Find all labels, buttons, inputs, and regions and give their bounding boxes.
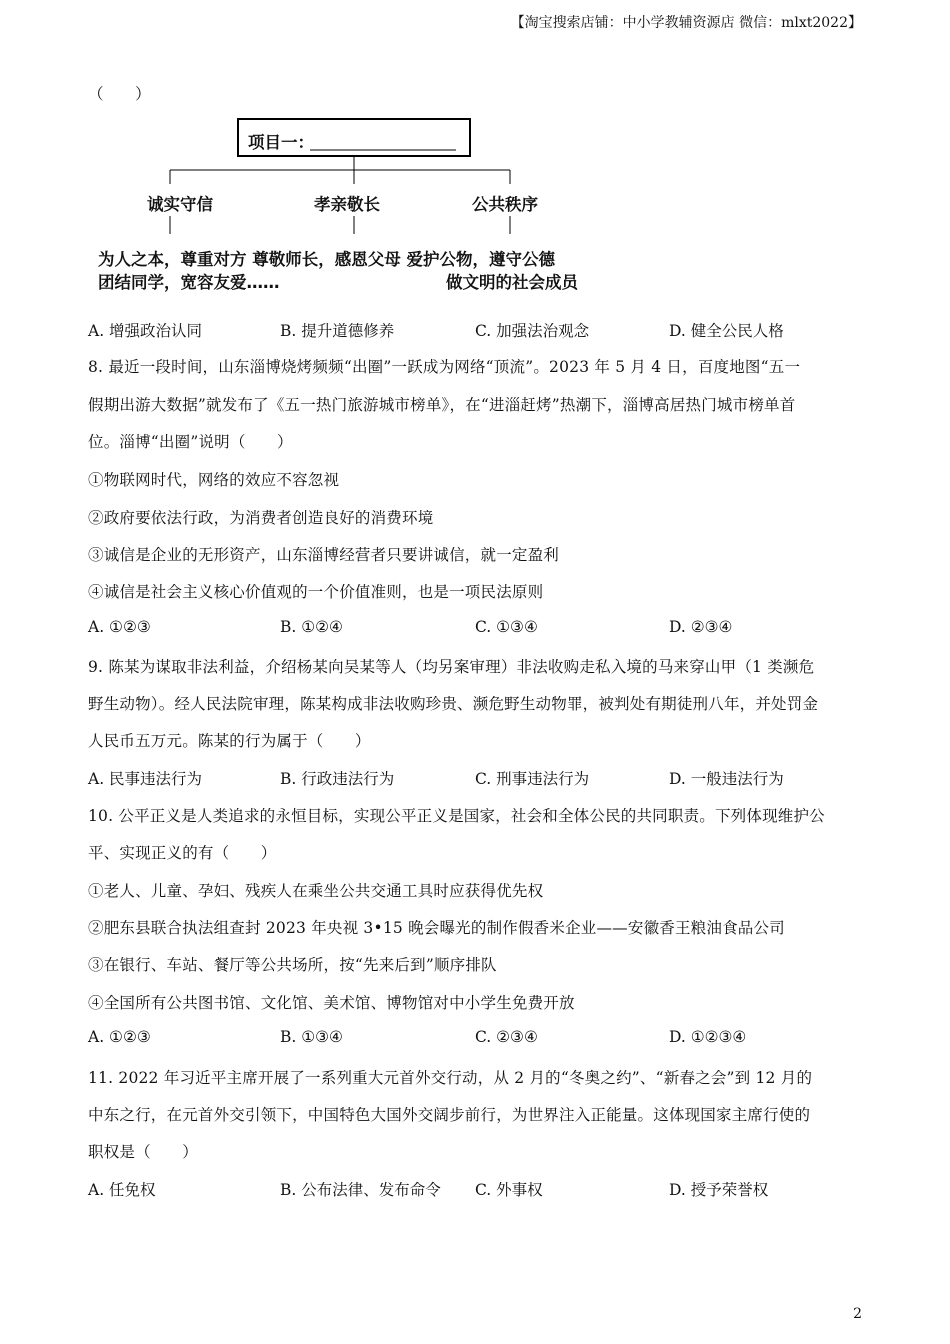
q10-option-a: A. ①②③ — [88, 1028, 151, 1046]
q10-option-d: D. ①②③④ — [669, 1028, 747, 1046]
q11-option-a: A. 任免权 — [88, 1181, 156, 1199]
q8-statement-3: ③诚信是企业的无形资产，山东淄博经营者只要讲诚信，就一定盈利 — [88, 546, 560, 564]
q9-line-2: 野生动物）。经人民法院审理，陈某构成非法收购珍贵、濒危野生动物罪，被判处有期徒刑八年，并处罚金 — [88, 695, 819, 713]
q9-option-c: C. 刑事违法行为 — [475, 770, 590, 788]
q11-line-1: 11. 2022 年习近平主席开展了一系列重大元首外交行动，从 2 月的“冬奥之约”、“新春之会”到 12 月的 — [88, 1069, 813, 1087]
diagram-desc-line2a: 团结同学，宽容友爱…… — [98, 273, 280, 292]
q9-option-d: D. 一般违法行为 — [669, 770, 784, 788]
q10-statement-1: ①老人、儿童、孕妇、残疾人在乘坐公共交通工具时应获得优先权 — [88, 882, 544, 900]
q7-option-b: B. 提升道德修养 — [280, 322, 395, 340]
q7-option-c: C. 加强法治观念 — [475, 322, 590, 340]
q10-line-1: 10. 公平正义是人类追求的永恒目标，实现公平正义是国家，社会和全体公民的共同职责。下列体现维护公 — [88, 807, 825, 825]
q8-option-a: A. ①②③ — [88, 618, 151, 636]
q10-option-b: B. ①③④ — [280, 1028, 343, 1046]
q10-option-c: C. ②③④ — [475, 1028, 538, 1046]
q8-statement-1: ①物联网时代，网络的效应不容忽视 — [88, 471, 340, 489]
diagram-node-honesty: 诚实守信 — [147, 195, 213, 214]
q10-statement-4: ④全国所有公共图书馆、文化馆、美术馆、博物馆对中小学生免费开放 — [88, 994, 575, 1012]
q10-line-2: 平、实现正义的有（ ） — [88, 844, 277, 862]
q9-option-a: A. 民事违法行为 — [88, 770, 203, 788]
q8-option-b: B. ①②④ — [280, 618, 343, 636]
q7-option-a: A. 增强政治认同 — [88, 322, 203, 340]
page-number: 2 — [853, 1306, 862, 1322]
q10-statement-3: ③在银行、车站、餐厅等公共场所，按“先来后到”顺序排队 — [88, 956, 497, 974]
diagram-desc-line2b: 做文明的社会成员 — [446, 273, 578, 292]
diagram-node-filial: 孝亲敬长 — [314, 195, 380, 214]
q11-line-2: 中东之行，在元首外交引领下，中国特色大国外交阔步前行，为世界注入正能量。这体现国家主席行使的 — [88, 1106, 811, 1124]
q8-statement-2: ②政府要依法行政，为消费者创造良好的消费环境 — [88, 509, 434, 527]
q7-paren: （ ） — [88, 85, 151, 103]
diagram-node-public-order: 公共秩序 — [472, 195, 538, 214]
q9-line-3: 人民币五万元。陈某的行为属于（ ） — [88, 732, 371, 750]
q9-option-b: B. 行政违法行为 — [280, 770, 395, 788]
q7-option-d: D. 健全公民人格 — [669, 322, 784, 340]
q8-line-1: 8. 最近一段时间，山东淄博烧烤频频“出圈”一跃成为网络“顶流”。2023 年 5 月 4 日，百度地图“五一 — [88, 358, 801, 376]
q10-statement-2: ②肥东县联合执法组查封 2023 年央视 3•15 晚会曝光的制作假香米企业——安徽香王粮油食品公司 — [88, 919, 785, 937]
q11-option-d: D. 授予荣誉权 — [669, 1181, 769, 1199]
q9-line-1: 9. 陈某为谋取非法利益，介绍杨某向吴某等人（均另案审理）非法收购走私入境的马来穿山甲（1 类濒危 — [88, 658, 815, 676]
diagram-title: 项目一： — [248, 133, 314, 152]
q8-option-c: C. ①③④ — [475, 618, 538, 636]
q8-statement-4: ④诚信是社会主义核心价值观的一个价值准则，也是一项民法原则 — [88, 583, 544, 601]
q8-line-2: 假期出游大数据”就发布了《五一热门旅游城市榜单》，在“进淄赶烤”热潮下，淄博高居热门城市榜单首 — [88, 396, 796, 414]
page-header: 【淘宝搜索店铺：中小学教辅资源店 微信：mlxt2022】 — [510, 15, 862, 31]
q11-option-c: C. 外事权 — [475, 1181, 543, 1199]
q8-option-d: D. ②③④ — [669, 618, 733, 636]
q11-option-b: B. 公布法律、发布命令 — [280, 1181, 441, 1199]
q11-line-3: 职权是（ ） — [88, 1143, 198, 1161]
diagram-desc-line1: 为人之本，尊重对方 尊敬师长，感恩父母 爱护公物，遵守公德 — [98, 250, 555, 269]
q8-line-3: 位。淄博“出圈”说明（ ） — [88, 433, 293, 451]
q7-diagram — [90, 112, 630, 242]
